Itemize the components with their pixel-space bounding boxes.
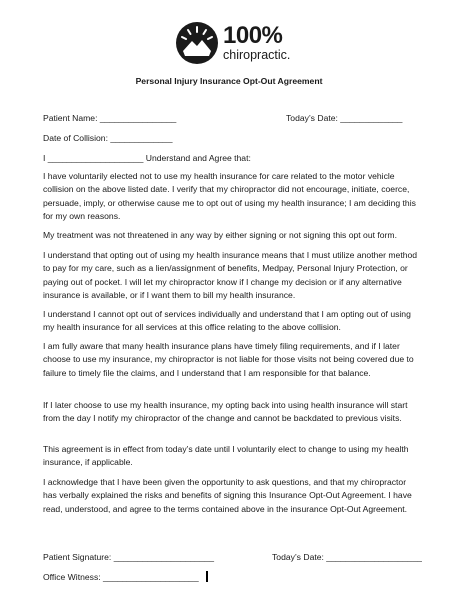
todays-date-field-top[interactable]: Today’s Date: _____________ bbox=[286, 113, 403, 123]
paragraph-text: This agreement is in effect from today’s date until I voluntarily elect to change to using my health insurance, if applicable. bbox=[43, 444, 409, 468]
office-witness-field[interactable]: Office Witness: ____________________ bbox=[43, 572, 199, 582]
paragraph-timely-filing bbox=[43, 340, 419, 380]
paragraph-text: I acknowledge that I have been given the opportunity to ask questions, and that my chiropractor has verbally explained the risks and benefits of signing this Insurance Opt-Out Agreement. I have read, understood, and agree to the terms contained above in the insurance Opt-Out Agreement. bbox=[43, 477, 412, 514]
patient-name-field[interactable]: Patient Name: ________________ bbox=[43, 113, 177, 123]
logo-tagline: chiropractic. bbox=[223, 48, 291, 63]
chiropractic-logo-icon bbox=[175, 21, 219, 65]
paragraph-text: I am fully aware that many health insurance plans have timely filing requirements, and if I later choose to use my insurance, my chiropractor is not liable for those visits not being covered due to failure to timely file the claims, and I understand that I am responsible for that balance. bbox=[43, 341, 414, 378]
company-logo bbox=[175, 18, 315, 68]
date-of-collision-field[interactable]: Date of Collision: _____________ bbox=[43, 133, 173, 143]
paragraph-all-services bbox=[43, 308, 419, 335]
paragraph-text: My treatment was not threatened in any way by either signing or not signing this opt out form. bbox=[43, 230, 397, 240]
paragraph-text: I have voluntarily elected not to use my health insurance for care related to the motor vehicle collision on the above listed date. I verify that my chiropractor did not encourage, initiate, coerce, persuade, imply, or otherwise cause me to opt out of using my health insurance; I am deciding this for my own reasons. bbox=[43, 171, 416, 222]
paragraph-text: I understand that opting out of using my health insurance means that I must utilize another method to pay for my care, such as a lien/assignment of benefits, Medpay, Personal Injury Protection, or paying out of pocket. I will let my chiropractor know if I change my decision or if any alternative insurance is available, or if I want them to bill my health insurance. bbox=[43, 250, 418, 301]
document-title: Personal Injury Insurance Opt-Out Agreement bbox=[135, 76, 323, 86]
patient-signature-field[interactable]: Patient Signature: _____________________ bbox=[43, 552, 215, 562]
paragraph-not-threatened bbox=[43, 229, 419, 242]
paragraph-opting-back-in bbox=[43, 399, 419, 426]
paragraph-effective-date bbox=[43, 443, 419, 470]
text-cursor bbox=[206, 571, 208, 582]
paragraph-acknowledgement bbox=[43, 476, 419, 516]
patient-initial-agreement-field[interactable]: I ____________________ Understand and Agree that: bbox=[43, 153, 251, 163]
paragraph-voluntary-election bbox=[43, 170, 419, 224]
paragraph-text: If I later choose to use my health insurance, my opting back into using health insurance will start from the day I notify my chiropractor of the change and cannot be backdated to previous visits. bbox=[43, 400, 408, 424]
logo-brand-text: 100% bbox=[223, 22, 283, 50]
paragraph-text: I understand I cannot opt out of services individually and understand that I am opting out of using my health insurance for all services at this office relating to the above collision. bbox=[43, 309, 411, 333]
todays-date-field-bottom[interactable]: Today’s Date: ____________________ bbox=[272, 552, 422, 562]
paragraph-payment-method bbox=[43, 249, 419, 303]
